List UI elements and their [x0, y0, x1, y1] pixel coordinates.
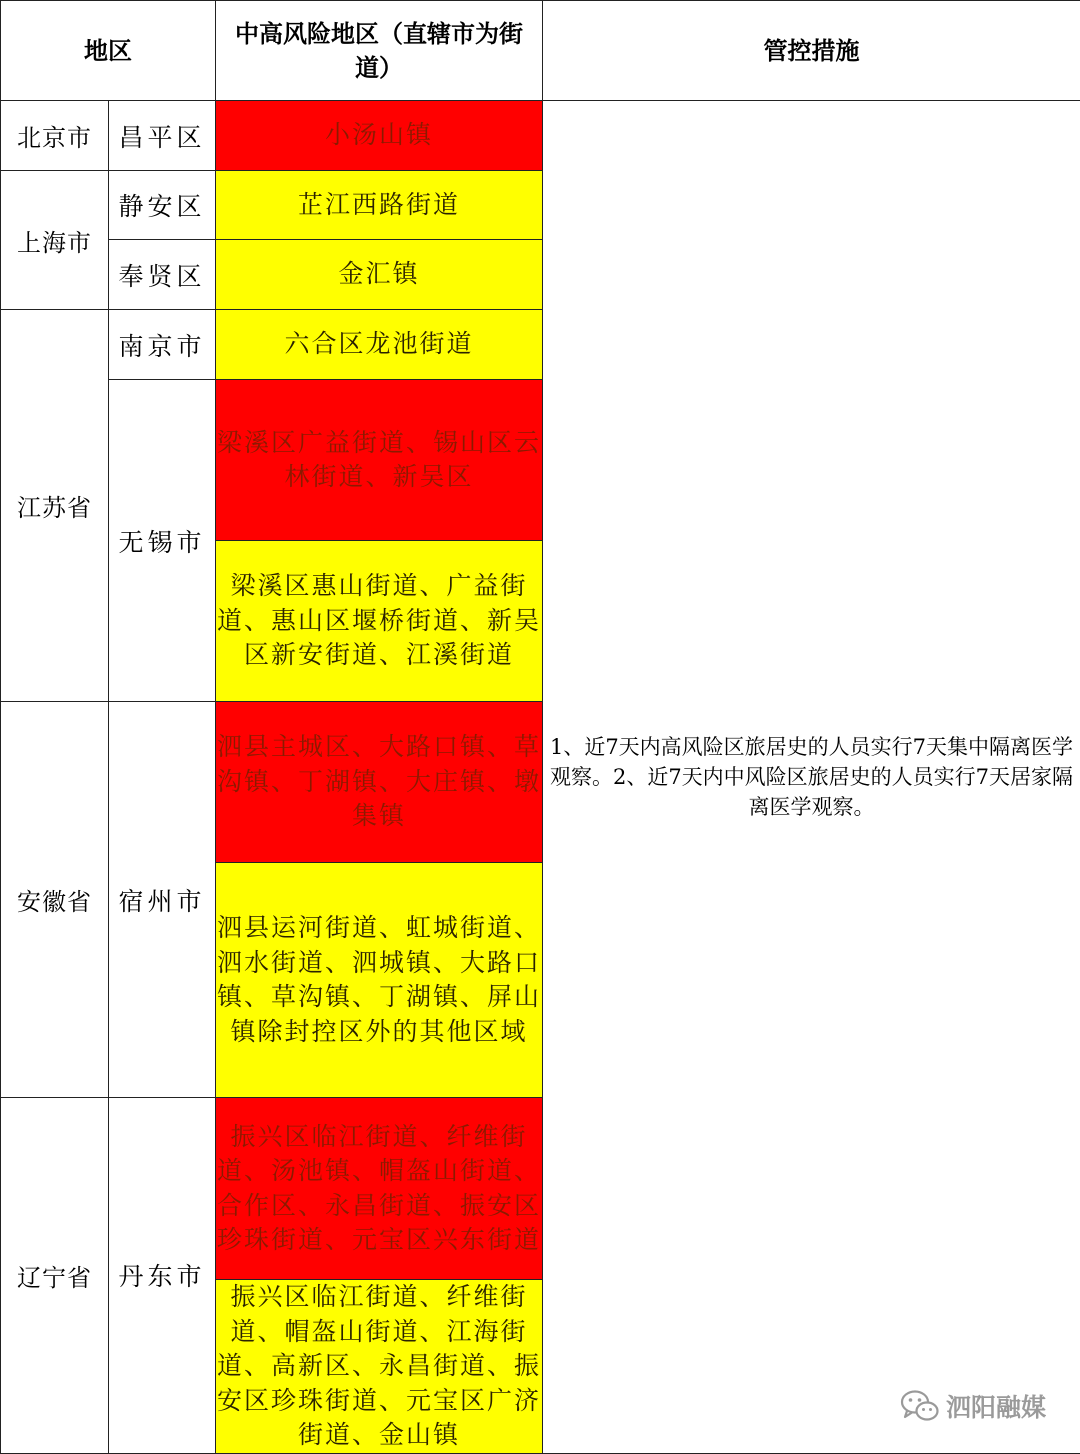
- city-wuxi: 无锡市: [109, 380, 216, 702]
- province-jiangsu: 江苏省: [1, 310, 109, 702]
- watermark-text: 泗阳融媒: [946, 1388, 1046, 1424]
- province-anhui: 安徽省: [1, 702, 109, 1098]
- high-risk-area: 振兴区临江街道、纤维街道、汤池镇、帽盔山街道、合作区、永昌街道、振安区珍珠街道、元宝区兴东街道: [216, 1098, 543, 1280]
- mid-risk-area: 金汇镇: [216, 240, 543, 310]
- province-liaoning: 辽宁省: [1, 1098, 109, 1454]
- header-measures: 管控措施: [543, 1, 1080, 101]
- watermark: [900, 1388, 1046, 1424]
- city-suzhou: 宿州市: [109, 702, 216, 1098]
- wechat-icon: [900, 1389, 940, 1423]
- header-area: 中高风险地区（直辖市为街道）: [216, 1, 543, 101]
- mid-risk-area: 振兴区临江街道、纤维街道、帽盔山街道、江海街道、高新区、永昌街道、振安区珍珠街道、元宝区广济街道、金山镇: [216, 1280, 543, 1454]
- district-changping: 昌平区: [109, 101, 216, 171]
- mid-risk-area: 梁溪区惠山街道、广益街道、惠山区堰桥街道、新吴区新安街道、江溪街道: [216, 541, 543, 702]
- city-nanjing: 南京市: [109, 310, 216, 380]
- district-jingan: 静安区: [109, 171, 216, 240]
- header-region: 地区: [1, 1, 216, 101]
- table-header-row: [1, 1, 1080, 101]
- province-beijing: 北京市: [1, 101, 109, 171]
- table-row: [1, 101, 1080, 171]
- high-risk-area: 泗县主城区、大路口镇、草沟镇、丁湖镇、大庄镇、墩集镇: [216, 702, 543, 863]
- city-dandong: 丹东市: [109, 1098, 216, 1454]
- province-shanghai: 上海市: [1, 171, 109, 310]
- high-risk-area: 小汤山镇: [216, 101, 543, 171]
- mid-risk-area: 六合区龙池街道: [216, 310, 543, 380]
- high-risk-area: 梁溪区广益街道、锡山区云林街道、新吴区: [216, 380, 543, 541]
- mid-risk-area: 泗县运河街道、虹城街道、泗水街道、泗城镇、大路口镇、草沟镇、丁湖镇、屏山镇除封控区外的其他区域: [216, 863, 543, 1098]
- control-measures: 1、近7天内高风险区旅居史的人员实行7天集中隔离医学观察。2、近7天内中风险区旅居史的人员实行7天居家隔离医学观察。: [543, 101, 1080, 1454]
- district-fengxian: 奉贤区: [109, 240, 216, 310]
- mid-risk-area: 芷江西路街道: [216, 171, 543, 240]
